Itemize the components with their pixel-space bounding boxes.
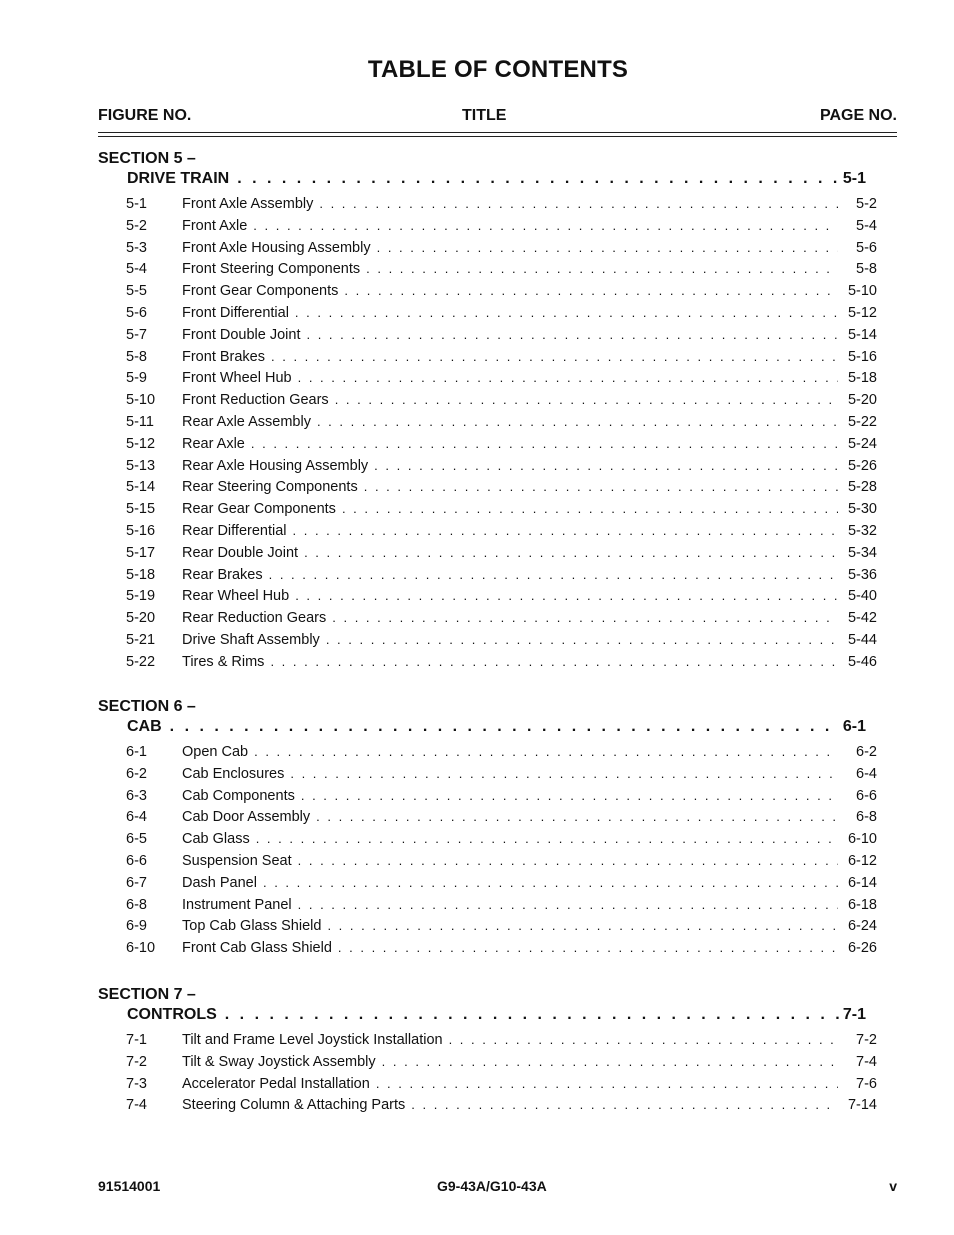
figure-title: Rear Wheel Hub: [182, 588, 290, 605]
figure-title: Suspension Seat: [182, 853, 292, 869]
leader-dots: [382, 1054, 838, 1069]
page-number: 5-30: [847, 501, 877, 518]
figure-title: Rear Axle: [182, 435, 245, 452]
section-heading-row[interactable]: [127, 1006, 866, 1028]
figure-title: Rear Reduction Gears: [182, 610, 327, 627]
figure-number: 5-17: [126, 544, 156, 561]
figure-no-header: FIGURE NO.: [98, 107, 192, 124]
figure-title: Rear Axle Housing Assembly: [182, 457, 369, 474]
leader-dots: [295, 588, 838, 603]
figure-number: 5-12: [126, 435, 156, 452]
figure-title: Cab Components: [182, 787, 295, 804]
toc-entry[interactable]: [126, 370, 877, 390]
page-number: 5-10: [847, 283, 877, 300]
toc-entry[interactable]: [126, 261, 877, 281]
figure-number: 6-5: [126, 831, 147, 848]
page-number: 5-4: [856, 217, 877, 234]
figure-title: Rear Double Joint: [182, 544, 299, 561]
leader-dots: [237, 170, 839, 188]
title-header: TITLE: [462, 107, 507, 124]
figure-number: 5-19: [126, 588, 156, 605]
figure-number: 5-7: [126, 326, 147, 343]
leader-dots: [374, 458, 838, 473]
leader-dots: [301, 788, 838, 803]
leader-dots: [263, 875, 838, 890]
leader-dots: [332, 610, 838, 625]
page-number: 6-24: [847, 918, 877, 935]
page-number: 5-22: [847, 414, 877, 430]
page-number: 7-14: [847, 1097, 877, 1114]
leader-dots: [298, 897, 838, 912]
page-number: 6-8: [856, 809, 877, 826]
figure-title: Front Cab Glass Shield: [182, 940, 332, 957]
toc-entry[interactable]: [126, 196, 877, 216]
figure-title: Drive Shaft Assembly: [182, 632, 320, 648]
figure-number: 5-8: [126, 348, 147, 365]
page-number: 7-6: [856, 1075, 877, 1092]
section-page: 7-1: [842, 1006, 866, 1023]
leader-dots: [326, 632, 838, 647]
toc-entry[interactable]: [126, 305, 877, 325]
leader-dots: [327, 918, 838, 933]
page-number: 5-6: [856, 239, 877, 256]
toc-entry[interactable]: [126, 632, 877, 652]
leader-dots: [290, 766, 838, 781]
page-number: 5-28: [847, 479, 877, 496]
page-number: 5-8: [856, 261, 877, 278]
section-label: SECTION 7 –: [98, 986, 196, 1003]
leader-dots: [306, 327, 838, 342]
section-heading-row[interactable]: [127, 170, 866, 192]
figure-title: Cab Glass: [182, 831, 250, 848]
figure-number: 5-11: [126, 414, 154, 430]
leader-dots: [254, 744, 838, 759]
page-number: 7-4: [856, 1053, 877, 1070]
leader-dots: [225, 1006, 839, 1024]
figure-title: Accelerator Pedal Installation: [182, 1075, 370, 1092]
leader-dots: [293, 523, 838, 538]
figure-number: 6-4: [126, 809, 147, 826]
page-number: 5-46: [847, 653, 877, 670]
page-number: 5-24: [847, 435, 877, 452]
page-number: 5-14: [847, 326, 877, 343]
toc-entry[interactable]: [126, 349, 877, 369]
page-number: 6-26: [847, 940, 877, 957]
figure-number: 6-2: [126, 765, 147, 782]
toc-entry[interactable]: [126, 918, 877, 938]
figure-number: 5-6: [126, 305, 147, 321]
toc-entry[interactable]: [126, 545, 877, 565]
figure-title: Steering Column & Attaching Parts: [182, 1097, 406, 1114]
figure-number: 6-1: [126, 744, 147, 760]
leader-dots: [170, 718, 839, 736]
toc-entry[interactable]: [126, 654, 877, 674]
page-number: 5-40: [847, 588, 877, 605]
footer-model: G9-43A/G10-43A: [437, 1178, 547, 1194]
figure-number: 5-10: [126, 392, 156, 409]
toc-entry[interactable]: [126, 831, 877, 851]
section-name: CAB: [127, 718, 162, 735]
page-number: 6-12: [847, 853, 877, 869]
page-number: 5-44: [847, 632, 877, 648]
leader-dots: [376, 1076, 838, 1091]
figure-number: 6-6: [126, 853, 147, 869]
page-number: 6-14: [847, 874, 877, 891]
toc-entry[interactable]: [126, 766, 877, 786]
figure-number: 7-1: [126, 1032, 147, 1048]
figure-title: Rear Brakes: [182, 566, 263, 583]
page-number: 5-42: [847, 610, 877, 627]
page-number: 5-18: [847, 370, 877, 387]
toc-entry[interactable]: [126, 1097, 877, 1117]
toc-entry[interactable]: [126, 897, 877, 917]
header-rule-bottom: [98, 136, 897, 137]
figure-number: 5-3: [126, 239, 147, 256]
page-number: 5-36: [847, 566, 877, 583]
figure-title: Front Axle: [182, 217, 248, 234]
toc-entry[interactable]: [126, 744, 877, 764]
page-number: 6-10: [847, 831, 877, 848]
toc-entry[interactable]: [126, 940, 877, 960]
page-number: 6-4: [856, 765, 877, 782]
figure-number: 5-2: [126, 217, 147, 234]
leader-dots: [269, 567, 838, 582]
figure-title: Front Brakes: [182, 348, 265, 365]
figure-number: 5-5: [126, 283, 147, 300]
page-number: 5-26: [847, 457, 877, 474]
toc-entry[interactable]: [126, 392, 877, 412]
page-number: 6-6: [856, 787, 877, 804]
figure-title: Rear Axle Assembly: [182, 414, 311, 430]
leader-dots: [366, 261, 838, 276]
toc-entry[interactable]: [126, 853, 877, 873]
figure-number: 5-9: [126, 370, 147, 387]
figure-number: 5-18: [126, 566, 156, 583]
figure-number: 5-15: [126, 501, 156, 518]
section-heading-row[interactable]: [127, 718, 866, 740]
figure-number: 5-22: [126, 653, 156, 670]
figure-number: 7-3: [126, 1075, 147, 1092]
figure-title: Dash Panel: [182, 874, 257, 891]
page-number: 6-2: [856, 744, 877, 760]
toc-entry[interactable]: [126, 1032, 877, 1052]
figure-title: Front Gear Components: [182, 283, 339, 300]
figure-title: Front Axle Housing Assembly: [182, 239, 371, 256]
figure-title: Rear Steering Components: [182, 479, 358, 496]
toc-entry[interactable]: [126, 523, 877, 543]
toc-entry[interactable]: [126, 788, 877, 808]
toc-entry[interactable]: [126, 610, 877, 630]
page-number: 7-2: [856, 1032, 877, 1048]
header-rule-top: [98, 132, 897, 133]
leader-dots: [317, 414, 838, 429]
leader-dots: [364, 479, 838, 494]
toc-entry[interactable]: [126, 414, 877, 434]
figure-number: 7-4: [126, 1097, 147, 1114]
leader-dots: [298, 853, 838, 868]
section-name: DRIVE TRAIN: [127, 170, 230, 187]
figure-number: 6-3: [126, 787, 147, 804]
figure-title: Tilt and Frame Level Joystick Installation: [182, 1032, 443, 1048]
toc-entry[interactable]: [126, 218, 877, 238]
figure-title: Open Cab: [182, 744, 249, 760]
figure-title: Front Double Joint: [182, 326, 301, 343]
toc-entry[interactable]: [126, 436, 877, 456]
leader-dots: [319, 196, 838, 211]
figure-number: 5-13: [126, 457, 156, 474]
figure-number: 5-20: [126, 610, 156, 627]
leader-dots: [270, 654, 838, 669]
page-number: 5-20: [847, 392, 877, 409]
toc-entry[interactable]: [126, 875, 877, 895]
leader-dots: [271, 349, 838, 364]
figure-number: 6-7: [126, 874, 147, 891]
figure-title: Rear Gear Components: [182, 501, 336, 518]
leader-dots: [335, 392, 838, 407]
toc-entry[interactable]: [126, 501, 877, 521]
leader-dots: [342, 501, 838, 516]
section-page: 5-1: [842, 170, 866, 187]
leader-dots: [298, 370, 838, 385]
leader-dots: [377, 240, 838, 255]
leader-dots: [256, 831, 838, 846]
figure-number: 6-8: [126, 896, 147, 913]
leader-dots: [411, 1097, 838, 1112]
figure-title: Cab Enclosures: [182, 765, 285, 782]
figure-number: 5-16: [126, 523, 156, 539]
toc-entry[interactable]: [126, 458, 877, 478]
figure-number: 5-21: [126, 632, 156, 648]
page-number: 5-2: [856, 196, 877, 212]
figure-title: Top Cab Glass Shield: [182, 918, 322, 935]
leader-dots: [295, 305, 838, 320]
toc-entry[interactable]: [126, 567, 877, 587]
toc-entry[interactable]: [126, 327, 877, 347]
leader-dots: [251, 436, 838, 451]
figure-title: Front Axle Assembly: [182, 196, 314, 212]
page-number: 5-12: [847, 305, 877, 321]
page-title: TABLE OF CONTENTS: [367, 56, 629, 83]
figure-title: Rear Differential: [182, 523, 287, 539]
figure-title: Front Reduction Gears: [182, 392, 329, 409]
section-name: CONTROLS: [127, 1006, 217, 1023]
page-no-header: PAGE NO.: [819, 107, 897, 124]
toc-entry[interactable]: [126, 240, 877, 260]
toc-entry[interactable]: [126, 1076, 877, 1096]
figure-title: Instrument Panel: [182, 896, 292, 913]
section-page: 6-1: [842, 718, 866, 735]
figure-title: Front Differential: [182, 305, 289, 321]
toc-entry[interactable]: [126, 479, 877, 499]
figure-number: 6-10: [126, 940, 156, 957]
toc-entry[interactable]: [126, 809, 877, 829]
page-number: 5-32: [847, 523, 877, 539]
leader-dots: [338, 940, 838, 955]
leader-dots: [449, 1032, 838, 1047]
leader-dots: [304, 545, 838, 560]
figure-number: 5-14: [126, 479, 156, 496]
leader-dots: [344, 283, 838, 298]
figure-title: Front Wheel Hub: [182, 370, 292, 387]
page-number: 5-16: [847, 348, 877, 365]
toc-entry[interactable]: [126, 283, 877, 303]
figure-title: Front Steering Components: [182, 261, 361, 278]
figure-number: 7-2: [126, 1053, 147, 1070]
figure-title: Tilt & Sway Joystick Assembly: [182, 1053, 376, 1070]
figure-title: Cab Door Assembly: [182, 809, 311, 826]
footer-doc-number: 91514001: [98, 1178, 161, 1194]
figure-number: 6-9: [126, 918, 147, 935]
toc-entry[interactable]: [126, 588, 877, 608]
page-number: 5-34: [847, 544, 877, 561]
section-label: SECTION 6 –: [98, 698, 196, 715]
leader-dots: [316, 809, 838, 824]
page-number: 6-18: [847, 896, 877, 913]
footer-page-number: v: [889, 1178, 897, 1194]
figure-title: Tires & Rims: [182, 653, 265, 670]
figure-number: 5-1: [126, 196, 147, 212]
leader-dots: [253, 218, 838, 233]
toc-entry[interactable]: [126, 1054, 877, 1074]
figure-number: 5-4: [126, 261, 147, 278]
section-label: SECTION 5 –: [98, 150, 196, 167]
